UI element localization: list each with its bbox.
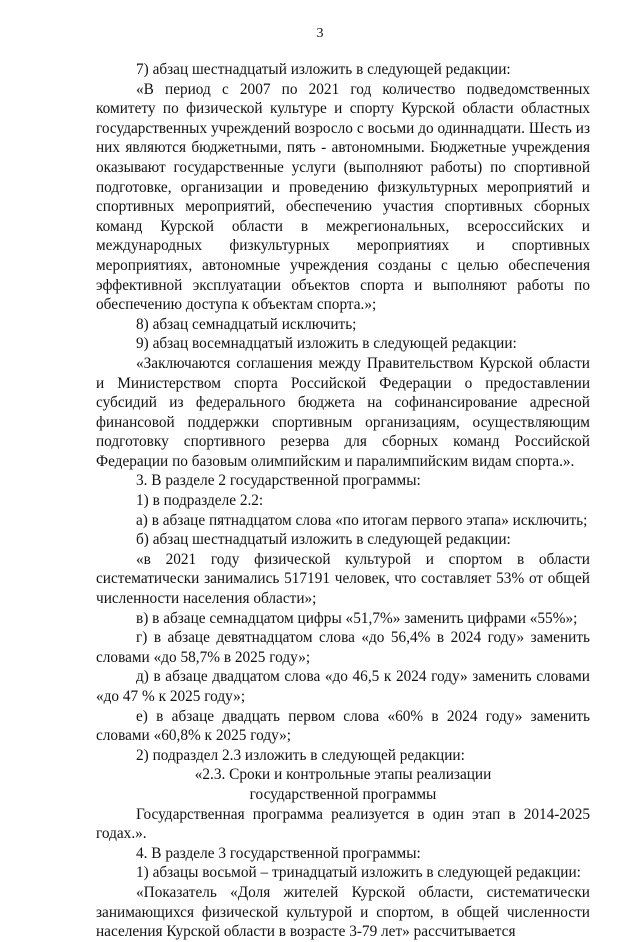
paragraph: Государственная программа реализуется в один этап в 2014-2025 годах.». <box>96 805 590 843</box>
paragraph: 7) абзац шестнадцатый изложить в следующей редакции: <box>136 61 511 78</box>
paragraph: «Показатель «Доля жителей Курской области, систематически занимающихся физической культурой и спортом, в общей численности населения Курской области в возрасте 3-79 лет» рассчитывается <box>96 883 590 941</box>
paragraph: «В период с 2007 по 2021 год количество подведомственных комитету по физической культуре и спорту Курской области областных государственных учреждений возросло с восьми до одиннадцати. Шесть из них являются бюджетными, пять - автономными. Бюджетные учреждения оказывают государственные услуги (выполняют работы) по спортивной подготовке, организации и проведению физкультурных мероприятий и спортивных мероприятий, обеспечению участия спортивных сборных команд Курской области в межрегиональных, всероссийских и международных физкультурных мероприятиях и спортивных мероприятиях, автономные учреждения созданы с целью обеспечения эффективной эксплуатации объектов спорта и выполняют работы по обеспечению доступа к объектам спорта.»; <box>96 80 590 314</box>
paragraph: 2) подраздел 2.3 изложить в следующей редакции: <box>136 746 465 764</box>
body-text <box>96 60 590 942</box>
paragraph: 8) абзац семнадцатый исключить; <box>136 315 357 333</box>
paragraph: «Заключаются соглашения между Правительством Курской области и Министерством спорта Российской Федерации о предоставлении субсидий из федерального бюджета на софинансирование адресной финансовой поддержки спортивным организациям, осуществляющим подготовку спортивного резерва для сборных команд Российской Федерации по базовым олимпийским и паралимпийским видам спорта.». <box>96 354 590 470</box>
paragraph: «в 2021 году физической культурой и спортом в области систематически занимались 517191 человек, что составляет 53% от общей численности населения области»; <box>96 550 590 608</box>
paragraph: 4. В разделе 3 государственной программы: <box>136 844 421 862</box>
subsection-heading-line: «2.3. Сроки и контрольные этапы реализации <box>194 766 492 784</box>
paragraph: 1) в подразделе 2.2: <box>136 492 264 510</box>
page-number: 3 <box>316 26 324 41</box>
paragraph: 1) абзацы восьмой – тринадцатый изложить в следующей редакции: <box>136 864 581 882</box>
paragraph: д) в абзаце двадцатом слова «до 46,5 к 2024 году» заменить словами «до 47 % к 2025 году»; <box>96 668 590 705</box>
paragraph: б) абзац шестнадцатый изложить в следующей редакции: <box>136 531 511 549</box>
paragraph: е) в абзаце двадцать первом слова «60% в 2024 году» заменить словами «60,8% к 2025 году»; <box>96 707 590 745</box>
paragraph: в) в абзаце семнадцатом цифры «51,7%» заменить цифрами «55%»; <box>136 609 578 627</box>
paragraph: 9) абзац восемнадцатый изложить в следующей редакции: <box>136 335 517 353</box>
subsection-heading-line: государственной программы <box>249 785 437 803</box>
paragraph: г) в абзаце девятнадцатом слова «до 56,4% в 2024 году» заменить словами «до 58,7% в 2025 году»; <box>96 629 590 666</box>
paragraph: 3. В разделе 2 государственной программы: <box>136 472 421 490</box>
paragraph: а) в абзаце пятнадцатом слова «по итогам первого этапа» исключить; <box>136 511 588 529</box>
